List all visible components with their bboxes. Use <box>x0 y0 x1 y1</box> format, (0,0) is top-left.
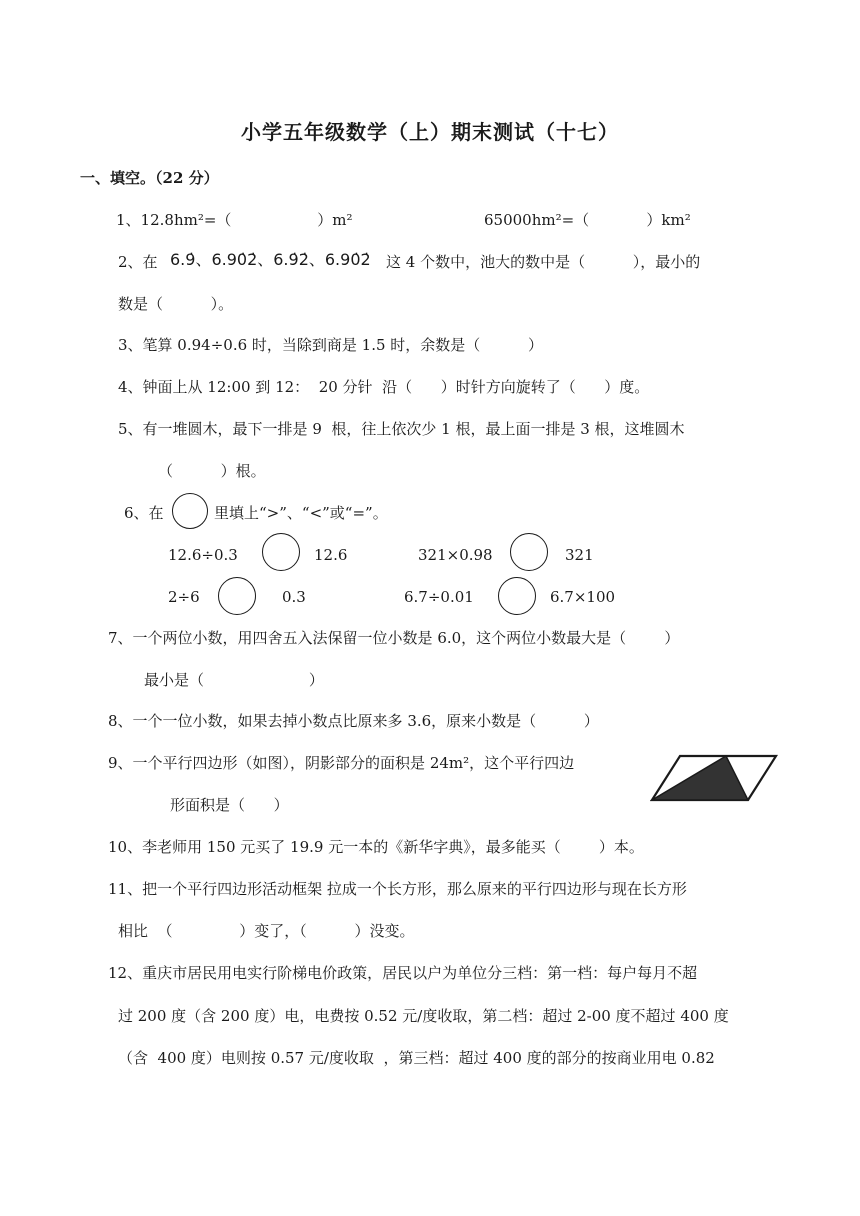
compare-a-circle <box>262 533 300 571</box>
question-2-numbers: 6.9̇、6.90̇2̇、6.9̇2̇、6.90̇2̇ <box>170 250 371 269</box>
compare-circle-icon <box>172 493 208 529</box>
question-11-line2: 相比 （ ）变了，（ ）没变。 <box>118 922 415 940</box>
compare-a-left: 12.6÷0.3 <box>168 546 238 564</box>
question-7-line2: 最小是（ ） <box>144 671 324 689</box>
compare-d-left: 6.7÷0.01 <box>404 588 474 606</box>
question-5: 5、有一堆圆木，最下一排是 9 根，往上依次少 1 根，最上面一排是 3 根，这堆圆木 <box>118 420 685 438</box>
parallelogram-figure <box>650 752 780 804</box>
question-11: 11、把一个平行四边形活动框架 拉成一个长方形，那么原来的平行四边形与现在长方形 <box>108 880 687 898</box>
question-2-prefix: 2、在 <box>118 253 158 271</box>
question-1a: 1、12.8hm²=（ ）m² <box>116 211 353 229</box>
question-6-prefix: 6、在 <box>124 504 164 522</box>
compare-c-left: 2÷6 <box>168 588 200 606</box>
question-12-line3: （含 400 度）电则按 0.57 元/度收取 ，第三档：超过 400 度的部分的按商业用电 0.82 <box>118 1049 715 1067</box>
compare-d-circle <box>498 577 536 615</box>
question-1b: 65000hm²=（ ）km² <box>484 211 691 229</box>
question-9: 9、一个平行四边形（如图），阴影部分的面积是 24m²，这个平行四边 <box>108 754 575 772</box>
compare-d-right: 6.7×100 <box>550 588 616 606</box>
question-12-line2: 过 200 度（含 200 度）电，电费按 0.52 元/度收取，第二档：超过 2-00 度不超过 400 度 <box>118 1007 729 1025</box>
question-12: 12、重庆市居民用电实行阶梯电价政策，居民以户为单位分三档：第一档：每户每月不超 <box>108 964 698 982</box>
question-5-line2: （ ）根。 <box>158 462 266 480</box>
question-10: 10、李老师用 150 元买了 19.9 元一本的《新华字典》，最多能买（ ）本。 <box>108 838 644 856</box>
compare-c-right: 0.3 <box>282 588 306 606</box>
question-2-line2: 数是（ ）。 <box>118 295 234 313</box>
compare-b-circle <box>510 533 548 571</box>
question-8: 8、一个一位小数，如果去掉小数点比原来多 3.6，原来小数是（ ） <box>108 712 599 730</box>
compare-a-right: 12.6 <box>314 546 348 564</box>
question-7: 7、一个两位小数，用四舍五入法保留一位小数是 6.0，这个两位小数最大是（ ） <box>108 629 680 647</box>
compare-b-right: 321 <box>565 546 594 564</box>
question-6-suffix: 里填上“>”、“<”或“=”。 <box>214 504 388 522</box>
compare-c-circle <box>218 577 256 615</box>
question-4: 4、钟面上从 12:00 到 12： 20 分针 沿（ ）时针方向旋转了（ ）度。 <box>118 378 650 396</box>
compare-b-left: 321×0.98 <box>418 546 493 564</box>
page-title: 小学五年级数学（上）期末测试（十七） <box>241 120 619 144</box>
question-2-suffix: 这 4 个数中，池大的数中是（ ），最小的 <box>386 253 701 271</box>
question-3: 3、笔算 0.94÷0.6 时，当除到商是 1.5 时，余数是（ ） <box>118 336 543 354</box>
section-heading-fill-blank: 一、填空。（22 分） <box>80 169 219 187</box>
question-9-line2: 形面积是（ ） <box>170 796 289 814</box>
